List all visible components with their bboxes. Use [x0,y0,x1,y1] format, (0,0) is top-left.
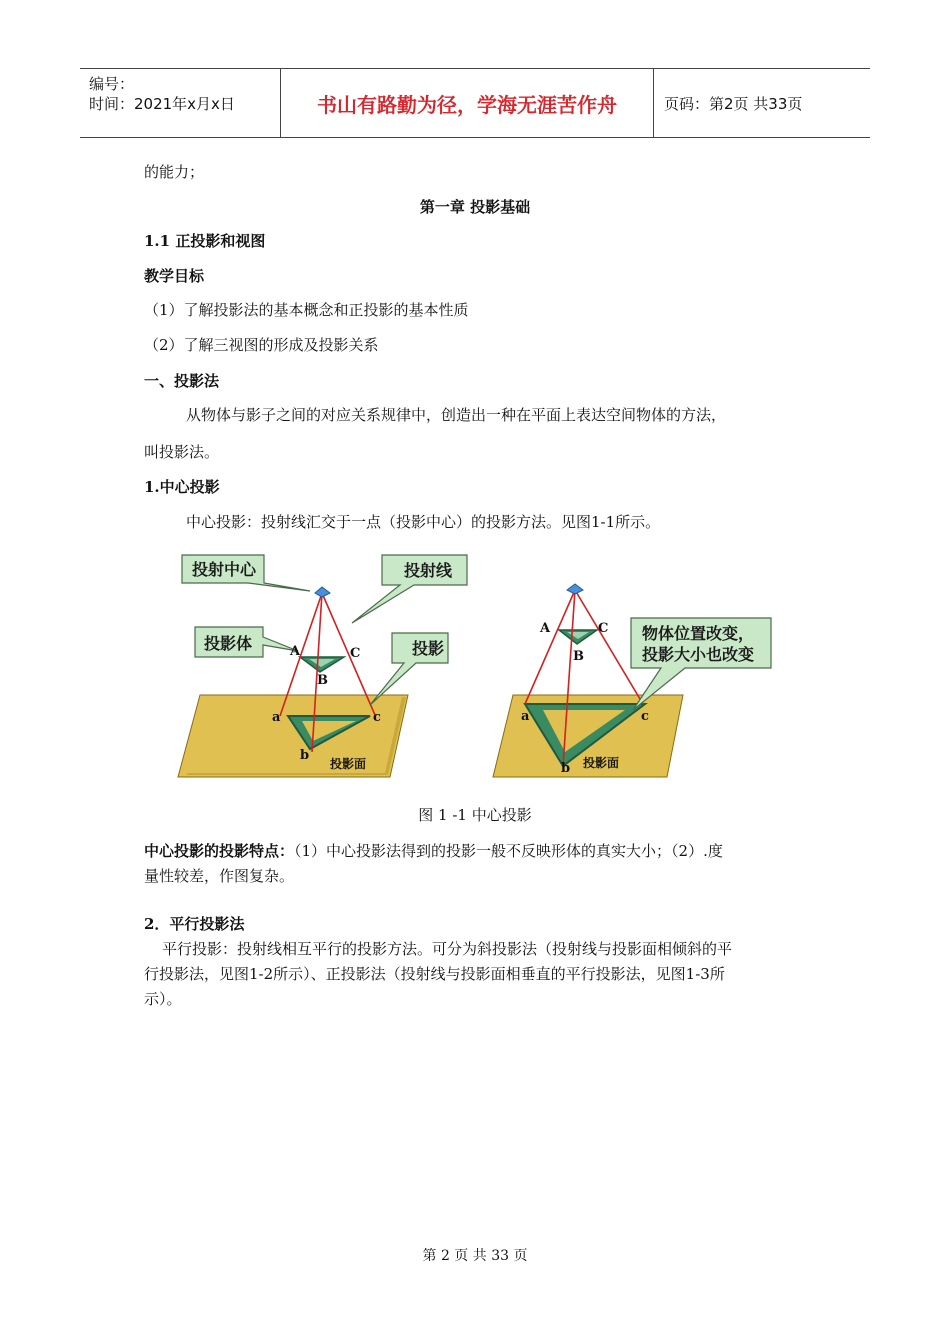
callout-object: 投影体 [204,634,253,653]
central-projection-figure-left [170,545,453,785]
label-upper-A: A [540,621,551,636]
goal-1: （1）了解投影法的基本概念和正投影的基本性质 [144,301,469,319]
callout-projection: 投影 [412,639,445,658]
paragraph-2: 中心投影：投射线汇交于一点（投影中心）的投影方法。见图1-1所示。 [186,513,661,531]
label-lower-c: c [373,710,381,725]
section-title: 1.1 正投影和视图 [144,232,266,250]
subsection-central-projection: 1.中心投影 [144,478,220,496]
plane-label: 投影面 [330,757,367,771]
teaching-goal-heading: 教学目标 [144,267,205,285]
projection-center-marker [315,587,330,597]
callout-center: 投射中心 [192,560,257,579]
projection-center-marker [567,584,583,594]
label-lower-b: b [300,748,310,763]
feature-text-2: 量性较差，作图复杂。 [144,867,295,885]
serial-label: 编号： [89,75,135,93]
goal-2: （2）了解三视图的形成及投影关系 [144,336,379,354]
page-header [80,68,870,138]
paragraph-3-line-1: 平行投影：投射线相互平行的投影方法。可分为斜投影法（投射线与投影面相倾斜的平 [162,940,733,958]
figure-caption: 图 1 -1 中心投影 [418,806,532,824]
callout-change-line-1: 物体位置改变， [642,624,755,643]
label-upper-A: A [290,644,301,659]
subsection-parallel-projection: 2．平行投影法 [144,915,245,933]
plane-label: 投影面 [583,756,620,770]
callout-change-line-2: 投影大小也改变 [642,645,755,664]
feature-line-1 [144,841,723,861]
paragraph-3-line-3: 示）。 [144,990,182,1008]
paragraph-3-line-2: 行投影法，见图1-2所示）、正投影法（投射线与投影面相垂直的平行投影法，见图1-3所 [144,965,725,983]
projection-plane [178,695,408,777]
subsection-projection-method: 一、投影法 [144,372,220,390]
label-lower-a: a [521,709,530,724]
header-page-info: 页码：第2页 共33页 [664,94,803,113]
label-upper-B: B [317,673,328,688]
ray-a [525,590,575,704]
paragraph-1-line-1: 从物体与影子之间的对应关系规律中，创造出一种在平面上表达空间物体的方法， [186,406,727,424]
label-upper-C: C [350,646,361,661]
label-upper-C: C [598,621,609,636]
motto: 书山有路勤为径，学海无涯苦作舟 [281,69,654,137]
line-continuation: 的能力； [144,163,205,181]
label-upper-B: B [573,649,584,664]
label-lower-c: c [641,709,649,724]
feature-text-1: （1）中心投影法得到的投影一般不反映形体的真实大小；（2）.度 [294,842,723,860]
paragraph-1-line-2: 叫投影法。 [144,443,220,461]
label-lower-b: b [561,761,571,776]
callout-ray: 投射线 [404,561,453,580]
feature-heading: 中心投影的投影特点： [144,842,295,860]
central-projection-figure-right [485,580,785,780]
time-label: 时间：2021年x月x日 [89,95,235,113]
page-footer: 第 2 页 共 33 页 [422,1248,528,1264]
header-meta-cell [80,69,281,137]
chapter-title: 第一章 投影基础 [419,198,531,216]
label-lower-a: a [272,710,281,725]
